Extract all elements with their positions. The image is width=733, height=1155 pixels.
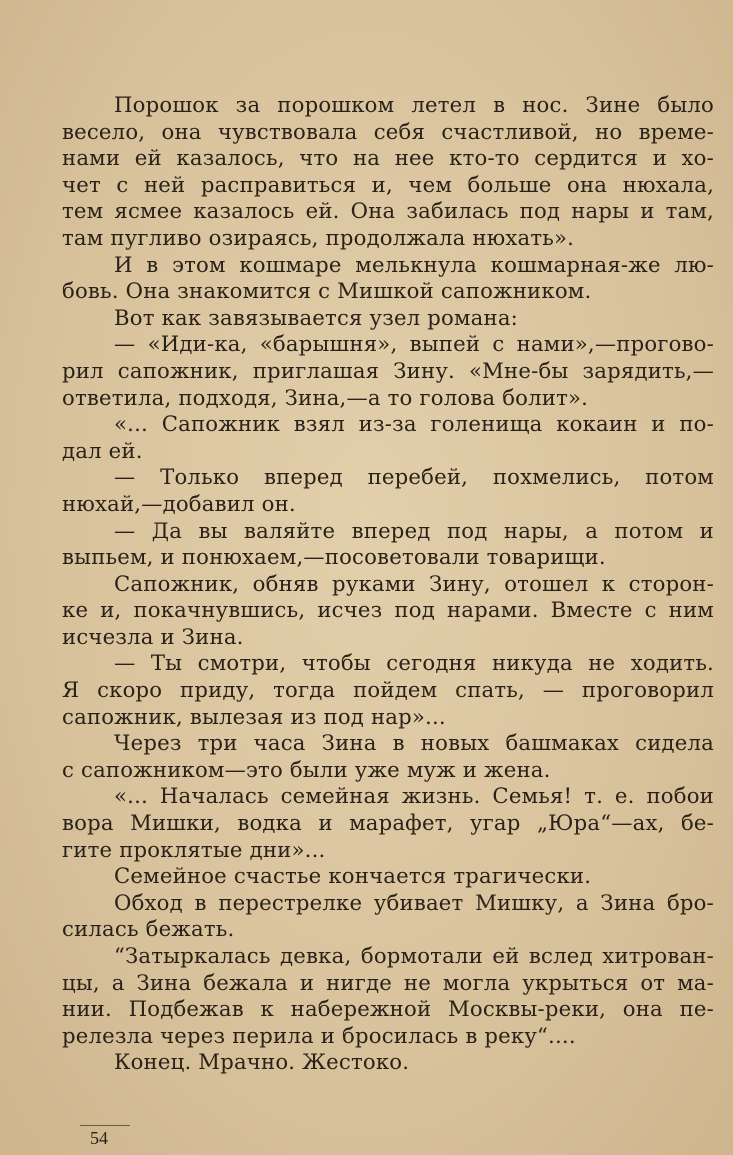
text-line: Конец. Мрачно. Жестоко. (114, 1049, 410, 1075)
paragraph-6 (62, 464, 714, 517)
text-line: силась бежать. (62, 916, 235, 942)
text-line: — Да вы валяйте вперед под нары, а потом и (114, 517, 714, 543)
text-line: дал ей. (62, 437, 143, 463)
text-line: сапожник, вылезая из под нар»... (62, 703, 446, 729)
text-line: цы, а Зина бежала и нигде не могла укрыться от ма- (62, 969, 714, 995)
text-line: нии. Подбежав к набережной Москвы-реки, она пе- (62, 996, 714, 1022)
paragraph-5 (62, 411, 714, 464)
text-line: — Только вперед перебей, похмелись, потом (114, 464, 714, 490)
paragraph-4 (62, 331, 714, 411)
text-line: исчезла и Зина. (62, 623, 244, 649)
text-line: Вот как завязывается узел романа: (114, 304, 518, 330)
page-text (62, 92, 714, 1076)
paragraph-1 (62, 92, 714, 252)
text-line: Я скоро приду, тогда пойдем спать, — проговорил (62, 677, 714, 703)
text-line: бовь. Она знакомится с Мишкой сапожником. (62, 278, 592, 304)
text-line: гите проклятые дни»... (62, 836, 326, 862)
text-line: нами ей казалось, что на нее кто-то сердится и хо- (62, 145, 714, 171)
text-line: рил сапожник, приглашая Зину. «Мне-бы зарядить,— (62, 357, 714, 383)
text-line: Обход в перестрелке убивает Мишку, а Зина бро- (114, 889, 714, 915)
text-line: Порошок за порошком летел в нос. Зине было (114, 92, 714, 117)
text-line: Семейное счастье кончается трагически. (114, 863, 592, 889)
text-line: чет с ней расправиться и, чем больше она нюхала, (62, 171, 714, 197)
text-line: — «Иди-ка, «барышня», выпей с нами»,—прогово- (114, 331, 714, 357)
paragraph-15 (62, 1049, 714, 1076)
text-line: «... Сапожник взял из-за голенища кокаин и по- (114, 411, 714, 437)
footer-divider (80, 1125, 130, 1126)
text-line: релезла через перила и бросилась в реку“.... (62, 1022, 576, 1048)
text-line: выпьем, и понюхаем,—посоветовали товарищи. (62, 544, 606, 570)
paragraph-7 (62, 518, 714, 571)
text-line: нюхай,—добавил он. (62, 490, 296, 516)
text-line: тем ясмее казалось ей. Она забилась под нары и там, (62, 198, 714, 224)
text-line: ке и, покачнувшись, исчез под нарами. Вместе с ним (62, 597, 714, 623)
text-line: с сапожником—это были уже муж и жена. (62, 756, 551, 782)
page-number: 54 (90, 1128, 108, 1148)
paragraph-9 (62, 650, 714, 730)
text-line: Сапожник, обняв руками Зину, отошел к сторон- (114, 570, 714, 596)
paragraph-13 (62, 890, 714, 943)
paragraph-3 (62, 305, 714, 332)
text-line: И в этом кошмаре мелькнула кошмарная-же лю- (114, 251, 714, 277)
text-line: “Затыркалась девка, бормотали ей вслед хитрован- (114, 943, 714, 968)
text-line: — Ты смотри, чтобы сегодня никуда не ходить. (114, 650, 714, 676)
text-line: «... Началась семейная жизнь. Семья! т. е. побои (114, 783, 714, 809)
paragraph-10 (62, 730, 714, 783)
paragraph-2 (62, 252, 714, 305)
text-line: вора Мишки, водка и марафет, угар „Юра“—ах, бе- (62, 810, 714, 836)
paragraph-12 (62, 863, 714, 890)
paragraph-8 (62, 571, 714, 651)
paragraph-11 (62, 783, 714, 863)
paragraph-14 (62, 943, 714, 1049)
text-line: весело, она чувствовала себя счастливой, но време- (62, 118, 714, 144)
text-line: ответила, подходя, Зина,—а то голова болит». (62, 384, 589, 410)
text-line: там пугливо озираясь, продолжала нюхать». (62, 224, 575, 250)
text-line: Через три часа Зина в новых башмаках сидела (114, 730, 714, 756)
